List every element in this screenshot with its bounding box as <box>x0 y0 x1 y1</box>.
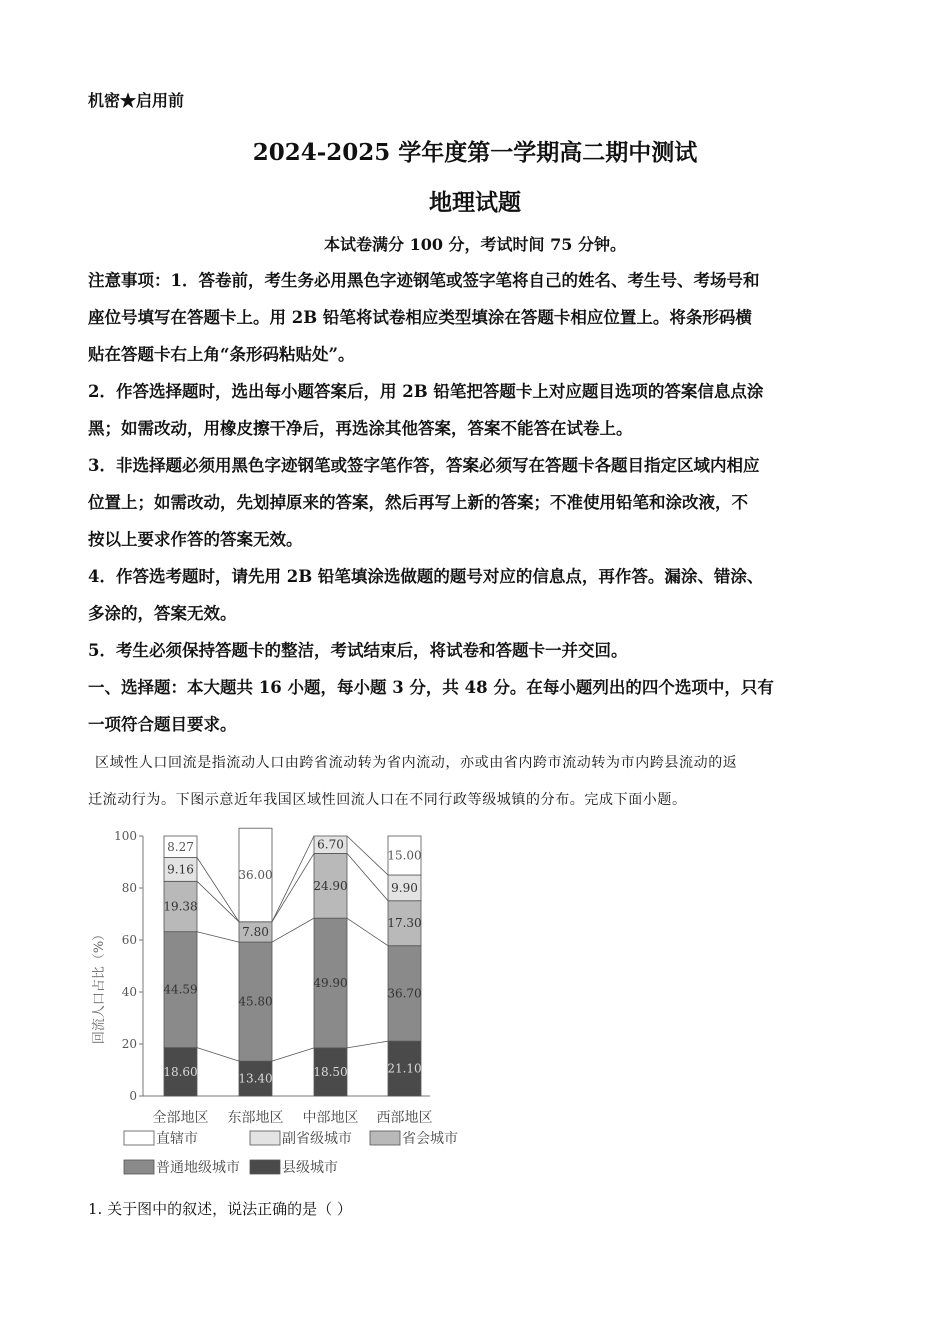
subject-title: 地理试题 <box>429 189 521 216</box>
data-label: 18.50 <box>313 1064 348 1079</box>
note-line: 3．非选择题必须用黑色字迹钢笔或签字笔作答，答案必须写在答题卡各题目指定区域内相应 <box>88 456 760 475</box>
exam-title: 2024-2025 学年度第一学期高二期中测试 <box>252 139 698 166</box>
data-label: 8.27 <box>167 839 194 854</box>
legend-label: 副省级城市 <box>282 1131 352 1147</box>
x-category-label: 东部地区 <box>227 1110 284 1126</box>
legend-swatch <box>124 1131 154 1145</box>
legend-swatch <box>250 1160 280 1174</box>
connector-line <box>347 853 388 900</box>
note-line: 5．考生必须保持答题卡的整洁，考试结束后，将试卷和答题卡一并交回。 <box>88 641 628 660</box>
data-label: 7.80 <box>242 924 269 939</box>
note-line: 座位号填写在答题卡上。用 2B 铅笔将试卷相应类型填涂在答题卡相应位置上。将条形码横 <box>88 308 752 327</box>
intro-line: 迁流动行为。下图示意近年我国区域性回流人口在不同行政等级城镇的分布。完成下面小题。 <box>88 792 687 808</box>
x-category-label: 中部地区 <box>302 1110 359 1126</box>
data-label: 24.90 <box>313 878 348 893</box>
y-tick-label: 100 <box>114 829 137 843</box>
note-line: 4．作答选考题时，请先用 2B 铅笔填涂选做题的题号对应的信息点，再作答。漏涂、错涂、 <box>88 567 764 586</box>
data-label: 36.00 <box>238 868 273 882</box>
stacked-bar-chart <box>0 820 520 1190</box>
section-line: 一、选择题：本大题共 16 小题，每小题 3 分，共 48 分。在每小题列出的四个选项中，只有 <box>88 678 774 697</box>
note-line: 2．作答选择题时，选出每小题答案后，用 2B 铅笔把答题卡上对应题目选项的答案信息点涂 <box>88 382 764 401</box>
note-line: 多涂的，答案无效。 <box>88 604 237 623</box>
y-tick-label: 80 <box>121 881 137 895</box>
question-1: 1. 关于图中的叙述，说法正确的是（ ） <box>88 1200 352 1218</box>
data-label: 19.38 <box>163 899 198 914</box>
connector-line <box>197 858 239 922</box>
legend-label: 普通地级城市 <box>156 1160 240 1176</box>
connector-line <box>272 1048 314 1061</box>
data-label: 18.60 <box>163 1064 198 1079</box>
data-label: 13.40 <box>238 1071 273 1086</box>
legend-label: 省会城市 <box>402 1131 458 1147</box>
data-label: 45.80 <box>238 994 273 1009</box>
intro-line: 区域性人口回流是指流动人口由跨省流动转为省内流动，亦或由省内跨市流动转为市内跨县流动的返 <box>95 755 738 771</box>
legend-swatch <box>250 1131 280 1145</box>
legend-label: 县级城市 <box>282 1160 338 1176</box>
data-label: 36.70 <box>387 986 422 1001</box>
section-heading <box>88 669 868 743</box>
connector-line <box>272 836 314 922</box>
data-label: 15.00 <box>387 848 422 863</box>
note-2 <box>88 373 868 447</box>
connector-line <box>272 918 314 942</box>
connector-line <box>347 836 388 875</box>
note-line: 贴在答题卡右上角“条形码粘贴处”。 <box>88 345 355 364</box>
data-label: 44.59 <box>163 982 198 997</box>
note-line: 位置上；如需改动，先划掉原来的答案，然后再写上新的答案；不准使用铅笔和涂改液，不 <box>88 493 748 512</box>
note-line: 黑；如需改动，用橡皮擦干净后，再选涂其他答案，答案不能答在试卷上。 <box>88 419 633 438</box>
chart-legend <box>124 1130 458 1176</box>
note-line: 按以上要求作答的答案无效。 <box>88 530 303 549</box>
connector-line <box>197 1048 239 1062</box>
connector-line <box>347 1041 388 1048</box>
question-intro <box>88 745 868 819</box>
note-5 <box>88 632 868 669</box>
note-4 <box>88 558 868 632</box>
data-label: 49.90 <box>313 976 348 991</box>
x-category-label: 西部地区 <box>376 1110 433 1126</box>
connector-line <box>272 853 314 921</box>
y-tick-label: 0 <box>129 1089 137 1103</box>
data-label: 9.16 <box>167 862 194 877</box>
chart-bars <box>163 828 421 1096</box>
connector-line <box>197 932 239 942</box>
connector-line <box>197 881 239 921</box>
data-label: 9.90 <box>391 880 418 895</box>
exam-info: 本试卷满分 100 分，考试时间 75 分钟。 <box>324 235 626 254</box>
y-tick-label: 40 <box>121 985 137 999</box>
confidential-label: 机密★启用前 <box>88 91 185 110</box>
legend-label: 直辖市 <box>156 1131 198 1147</box>
note-1 <box>88 262 868 373</box>
connector-line <box>347 918 388 946</box>
note-3 <box>88 447 868 558</box>
data-label: 17.30 <box>387 916 422 931</box>
y-tick-label: 20 <box>121 1037 137 1051</box>
note-line: 注意事项：1．答卷前，考生务必用黑色字迹钢笔或签字笔将自己的姓名、考生号、考场号和 <box>88 271 760 290</box>
legend-swatch <box>124 1160 154 1174</box>
x-category-label: 全部地区 <box>152 1110 209 1126</box>
y-axis-title: 回流人口占比（%） <box>92 927 107 1045</box>
data-label: 6.70 <box>317 837 344 852</box>
y-tick-label: 60 <box>121 933 137 947</box>
data-label: 21.10 <box>387 1061 422 1076</box>
section-line: 一项符合题目要求。 <box>88 715 237 734</box>
legend-swatch <box>370 1131 400 1145</box>
